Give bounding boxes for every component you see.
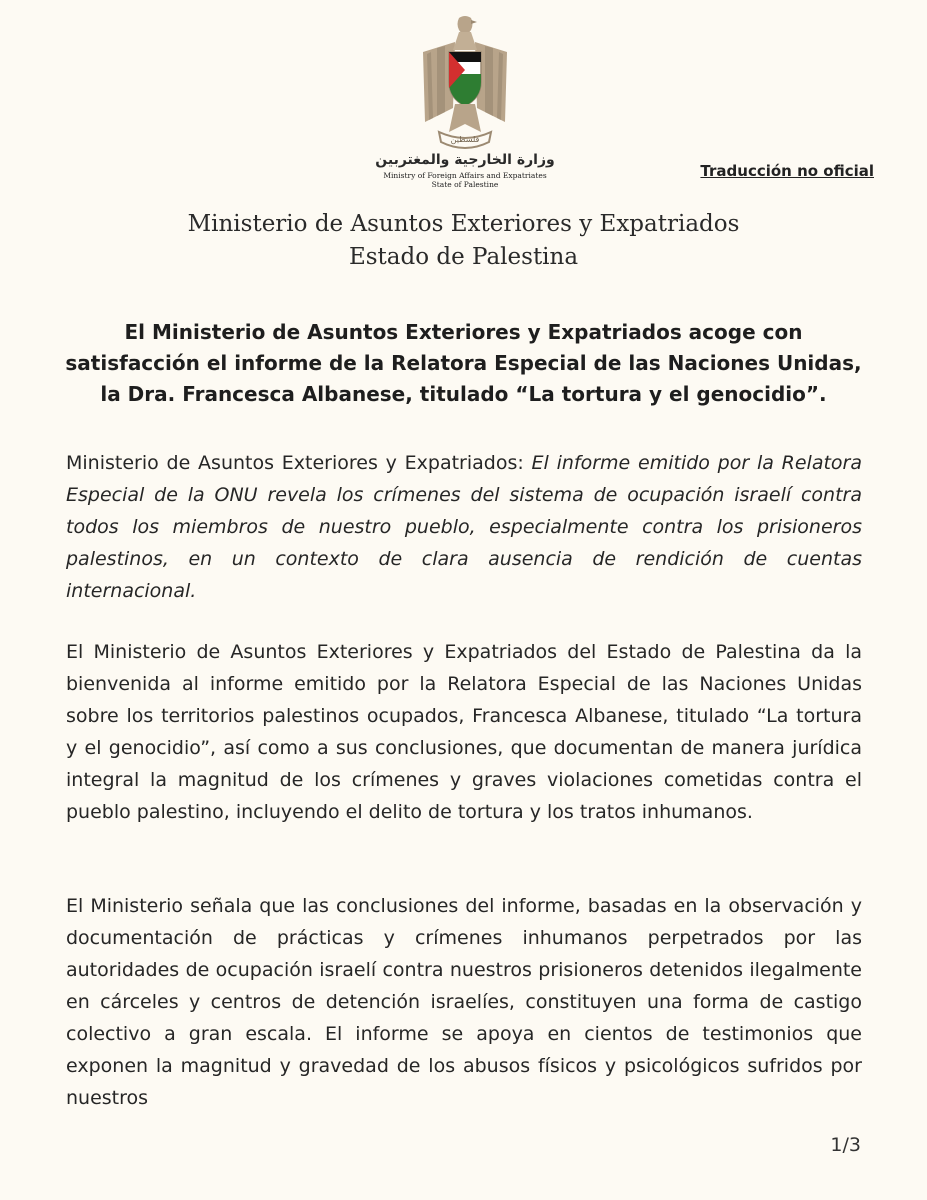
header-title-line1: Ministerio de Asuntos Exteriores y Expatriados [187,211,740,237]
page-number: 1/3 [830,1134,861,1156]
paragraph-1-quote: El informe emitido por la Relatora Especial de la ONU revela los crímenes del sistema de ocupación israelí contra todos los miembros de nuestro pueblo, especialmente contra los prisioneros palestinos, en un contexto de clara ausencia de rendición de cuentas internacional. [66,452,862,602]
paragraph-2: El Ministerio de Asuntos Exteriores y Expatriados del Estado de Palestina da la bienvenida al informe emitido por la Relatora Especial de las Naciones Unidas sobre los territorios palestinos ocupados, Francesca Albanese, titulado “La tortura y el genocidio”, así como a sus conclusiones, que documentan de manera jurídica integral la magnitud de los crímenes y graves violaciones cometidas contra el pueblo palestino, incluyendo el delito de tortura y los tratos inhumanos. [66,641,862,823]
paragraph-3: El Ministerio señala que las conclusiones del informe, basadas en la observación y documentación de prácticas y crímenes inhumanos perpetrados por las autoridades de ocupación israelí contra nuestros prisioneros detenidos ilegalmente en cárceles y centros de detención israelíes, constituyen una forma de castigo colectivo a gran escala. El informe se apoya en cientos de testimonios que exponen la magnitud y gravedad de los abusos físicos y psicológicos sufridos por nuestros [66,895,862,1109]
palestine-emblem-logo [375,12,555,192]
eagle-emblem-icon [375,12,555,192]
ministry-english-line1: Ministry of Foreign Affairs and Expatriates [383,171,547,180]
paragraph-1-lead: Ministerio de Asuntos Exteriores y Expatriados: [66,452,532,474]
headline-line1: El Ministerio de Asuntos Exteriores y Expatriados acoge con [124,320,803,344]
headline-line3: la Dra. Francesca Albanese, titulado “La tortura y el genocidio”. [100,382,827,406]
paragraph-1 [66,447,862,607]
document-header-title [0,208,927,274]
unofficial-translation-note: Traducción no oficial [700,162,874,180]
press-release-headline [60,317,867,410]
header-title-line2: Estado de Palestina [348,244,579,270]
ministry-english-line2: State of Palestine [431,180,499,189]
ministry-english-caption [380,171,550,189]
emblem-scroll-label: فلسطين [450,135,480,144]
ministry-arabic-name: وزارة الخارجية والمغتربين [375,152,555,168]
headline-line2: satisfacción el informe de la Relatora Especial de las Naciones Unidas, [65,351,862,375]
